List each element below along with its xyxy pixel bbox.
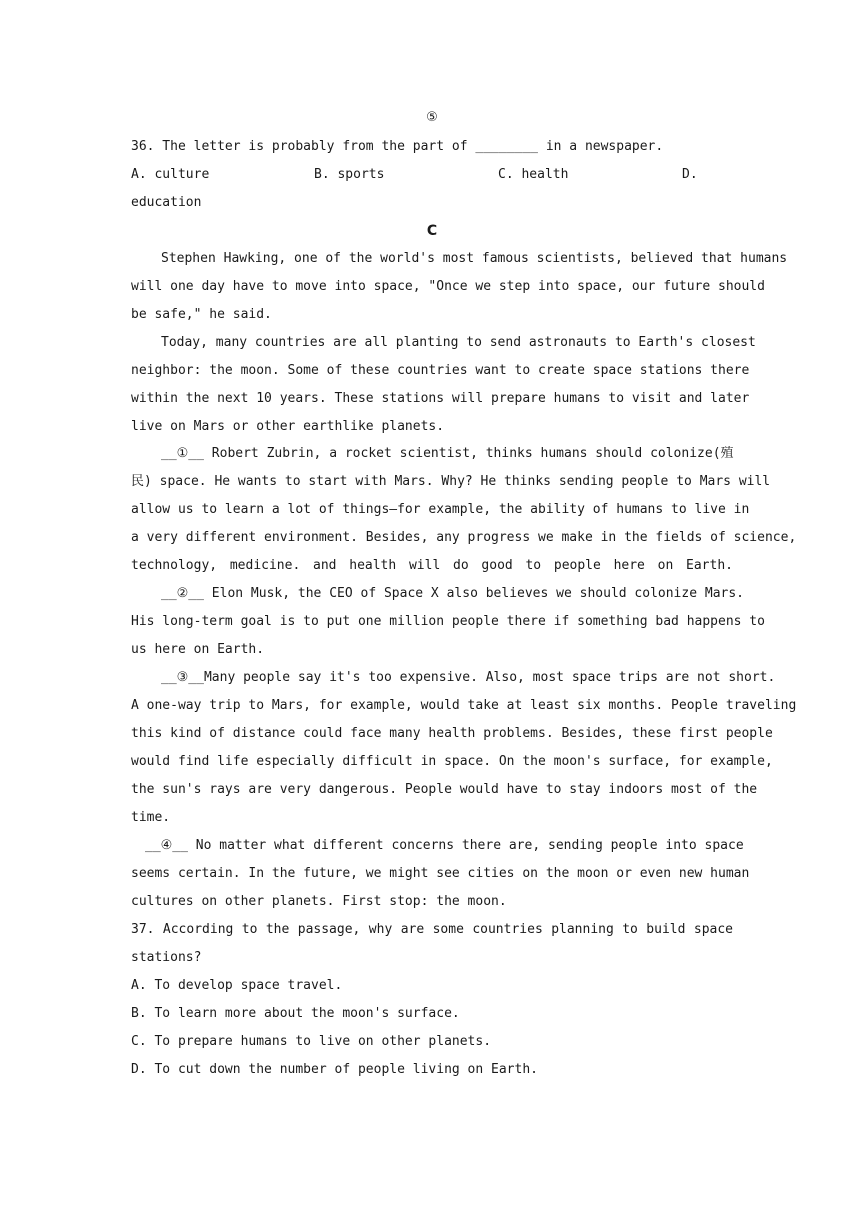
question-37-option-d: D. To cut down the number of people living on Earth. xyxy=(131,1062,538,1077)
passage-line: neighbor: the moon. Some of these countries want to create space stations there xyxy=(131,363,750,378)
passage-line-blank-3: __③__Many people say it's too expensive. Also, most space trips are not short. xyxy=(161,670,776,685)
passage-line: a very different environment. Besides, any progress we make in the fields of science, xyxy=(131,530,797,545)
option-a: A. culture xyxy=(131,167,210,182)
question-37-stem: 37. According to the passage, why are some countries planning to build space xyxy=(131,922,733,937)
passage-line: His long-term goal is to put one million people there if something bad happens to xyxy=(131,614,765,629)
option-c: C. health xyxy=(498,167,569,182)
passage-line: time. xyxy=(131,810,171,825)
passage-line: Stephen Hawking, one of the world's most famous scientists, believed that humans xyxy=(161,251,788,266)
option-d-continued: education xyxy=(131,195,202,210)
passage-line: Today, many countries are all planting to send astronauts to Earth's closest xyxy=(161,335,756,350)
passage-line: cultures on other planets. First stop: the moon. xyxy=(131,894,507,909)
passage-line-blank-1: __①__ Robert Zubrin, a rocket scientist, thinks humans should colonize(殖 xyxy=(161,446,734,461)
option-d: D. xyxy=(682,167,698,182)
question-37-option-a: A. To develop space travel. xyxy=(131,978,343,993)
passage-line: would find life especially difficult in space. On the moon's surface, for example, xyxy=(131,754,773,769)
question-37-option-c: C. To prepare humans to live on other planets. xyxy=(131,1034,492,1049)
passage-line: technology, medicine. and health will do good to people here on Earth. xyxy=(131,558,733,573)
passage-line: be safe," he said. xyxy=(131,307,272,322)
passage-line: allow us to learn a lot of things—for example, the ability of humans to live in xyxy=(131,502,750,517)
passage-line-blank-4: __④__ No matter what different concerns there are, sending people into space xyxy=(145,838,744,853)
passage-line: the sun's rays are very dangerous. People would have to stay indoors most of the xyxy=(131,782,758,797)
passage-line: seems certain. In the future, we might see cities on the moon or even new human xyxy=(131,866,750,881)
option-b: B. sports xyxy=(314,167,385,182)
passage-line: this kind of distance could face many health problems. Besides, these first people xyxy=(131,726,773,741)
question-36-stem: 36. The letter is probably from the part of ________ in a newspaper. xyxy=(131,139,664,154)
passage-line: within the next 10 years. These stations will prepare humans to visit and later xyxy=(131,391,750,406)
passage-line: us here on Earth. xyxy=(131,642,265,657)
passage-line: A one-way trip to Mars, for example, would take at least six months. People traveling xyxy=(131,698,797,713)
question-37-option-b: B. To learn more about the moon's surface. xyxy=(131,1006,460,1021)
passage-line-blank-2: __②__ Elon Musk, the CEO of Space X also believes we should colonize Mars. xyxy=(161,586,745,601)
question-37-stem-continued: stations? xyxy=(131,950,202,965)
passage-line: 民) space. He wants to start with Mars. Why? He thinks sending people to Mars will xyxy=(131,474,771,489)
section-title: C xyxy=(426,223,438,239)
question-36-options xyxy=(131,161,733,189)
passage-line: live on Mars or other earthlike planets. xyxy=(131,419,445,434)
passage-line: will one day have to move into space, "Once we step into space, our future should xyxy=(131,279,765,294)
header-mark: ⑤ xyxy=(426,110,438,125)
